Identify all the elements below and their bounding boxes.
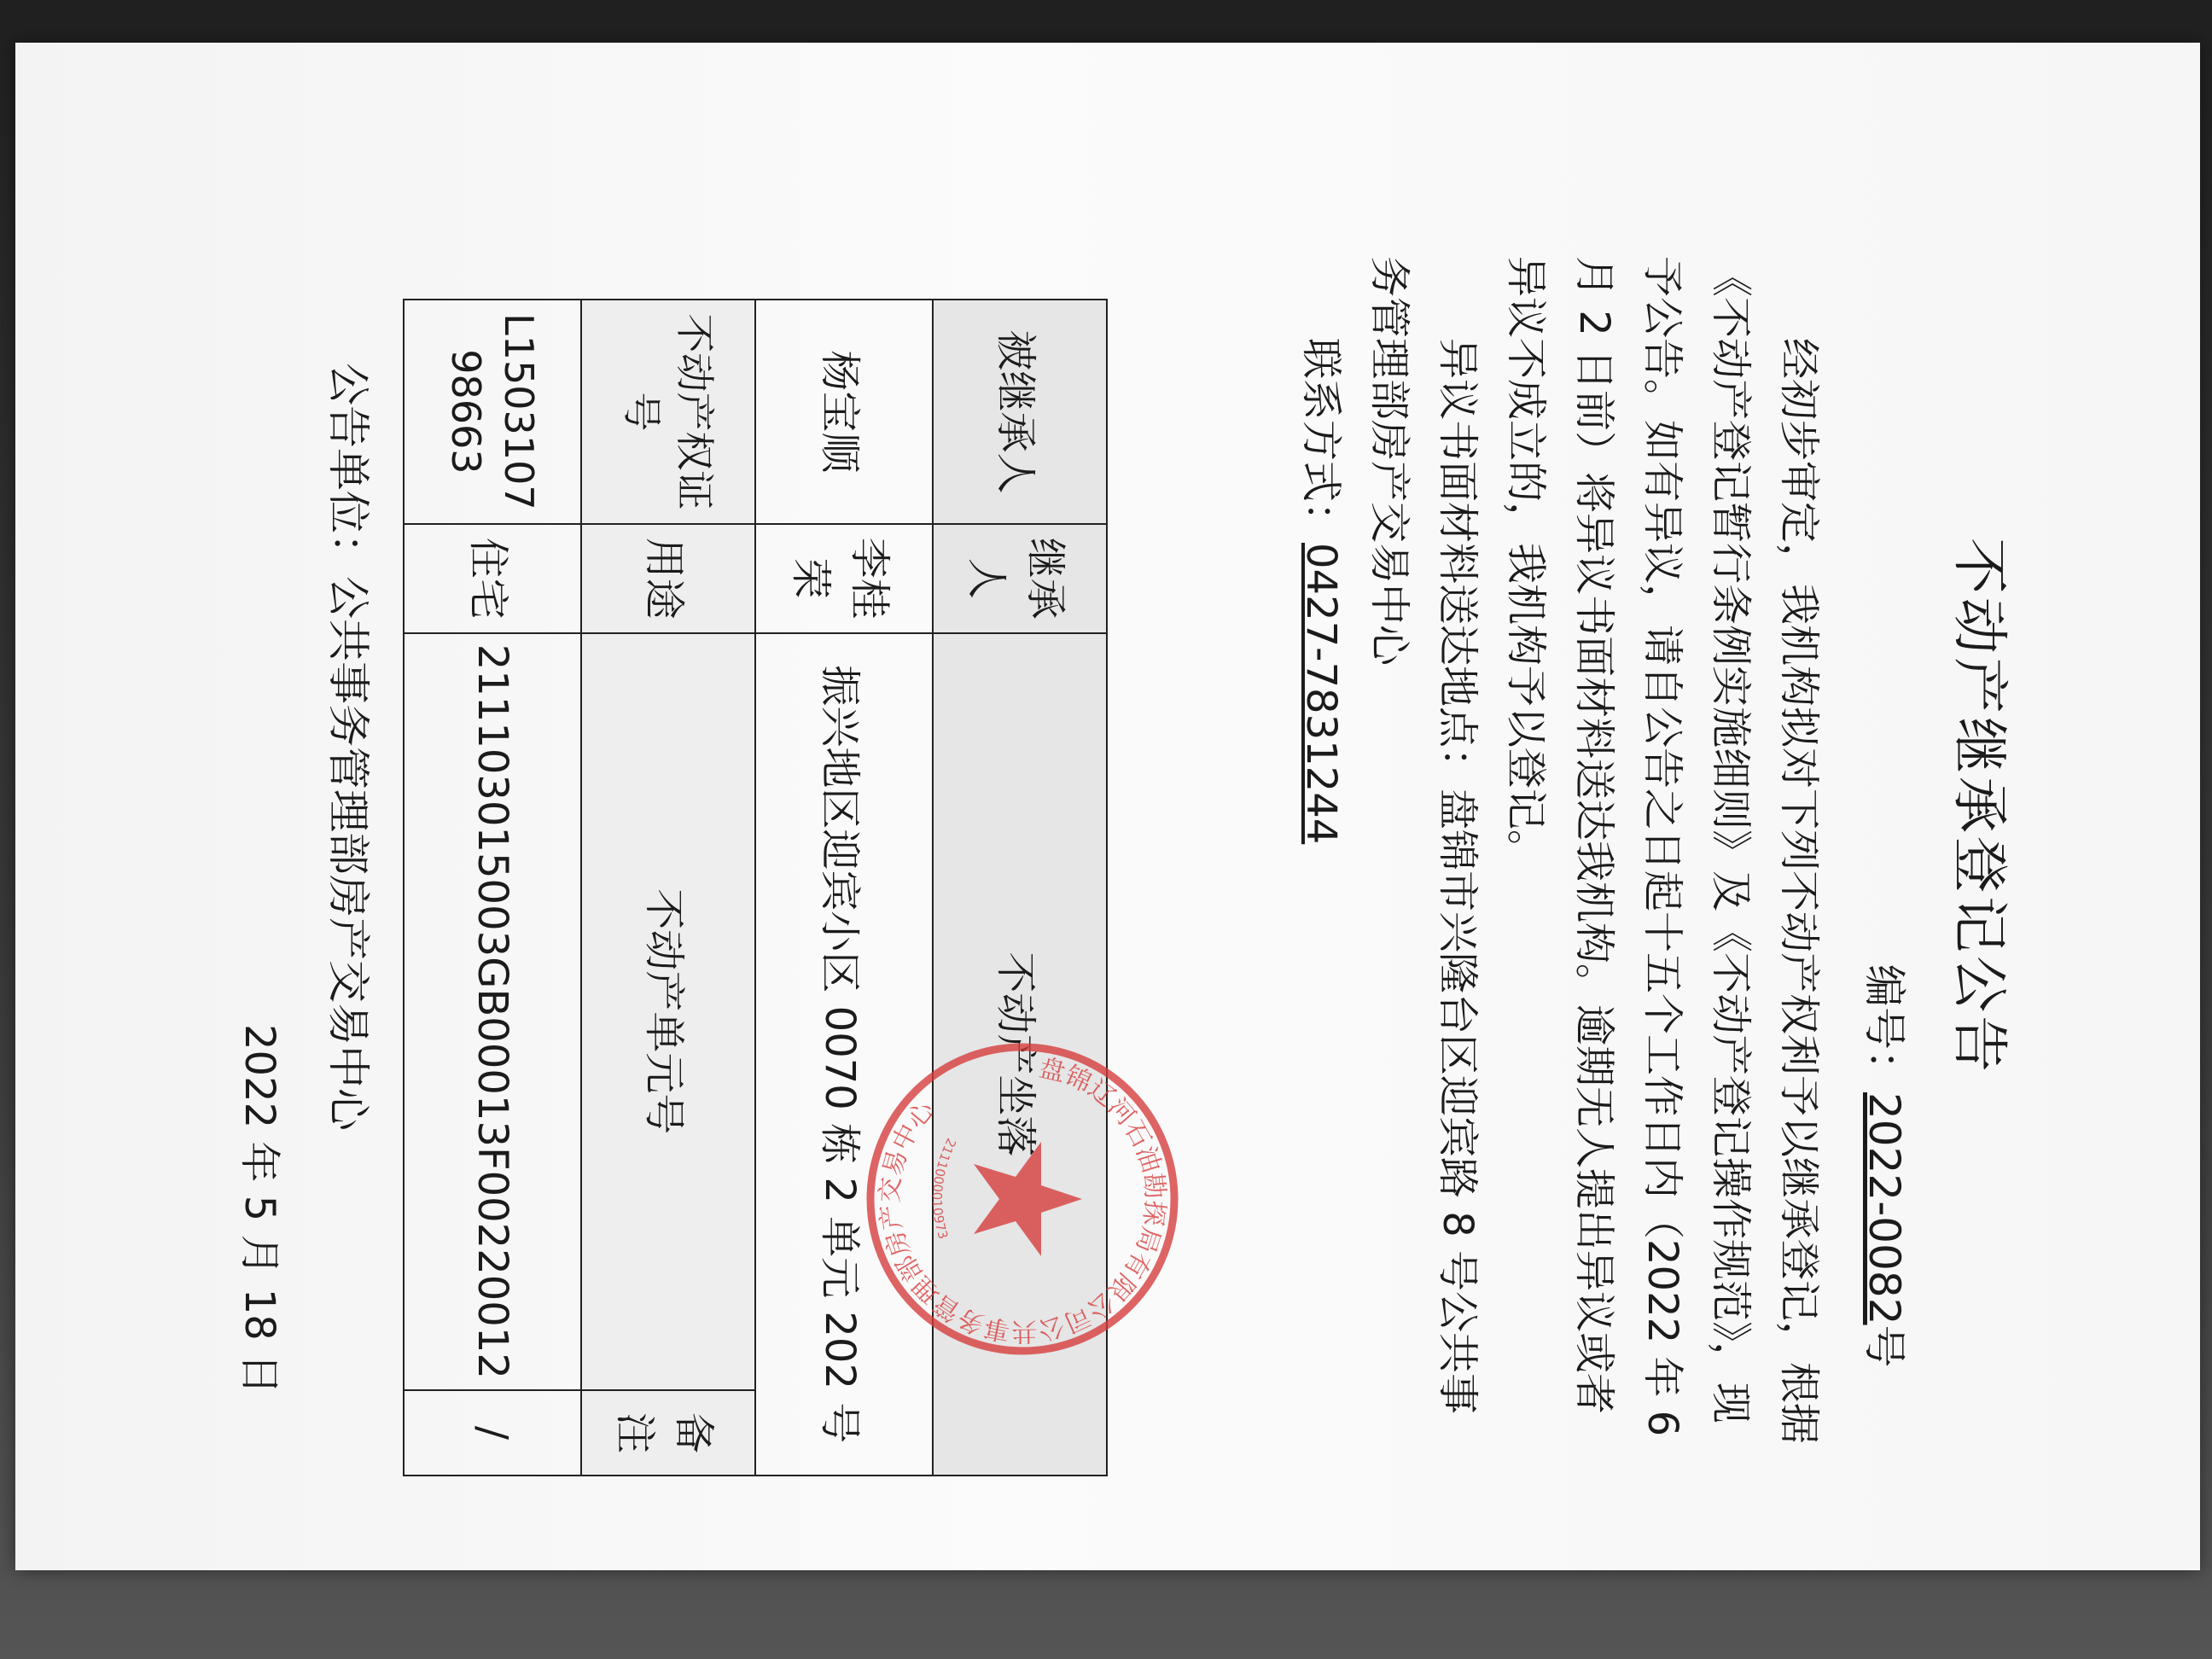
notice-paragraph-1: 经初步审定，我机构拟对下列不动产权利予以继承登记，根据《不动产登记暂行条例实施细则》及《不动产登记操作规范》，现予公告。如有异议，请自公告之日起十五个工作日内（2022 年 6 月 2 日前）将异议书面材料送达我机构。逾期无人提出异议或者异议不成立的，我机构予以登记。: [1502, 256, 1823, 1445]
header-location: 不动产坐落: [933, 633, 1107, 1476]
footer-date: 2022 年 5 月 18 日: [236, 1024, 283, 1395]
contact-label: 联系方式：: [1297, 338, 1345, 544]
notice-paragraph-2: 异议书面材料送达地点：盘锦市兴隆台区迎宾路 8 号公共事务管理部房产交易中心: [1365, 256, 1481, 1415]
header-heir: 继承人: [933, 524, 1107, 633]
official-seal-icon: [860, 1037, 1185, 1361]
cell-location: 振兴地区迎宾小区 0070 栋 2 单元 202 号: [755, 633, 933, 1476]
notice-body: [1287, 256, 1833, 1451]
cell-decedent: 杨宝顺: [755, 300, 933, 524]
footer-organization: 公告单位：公共事务管理部房产交易中心: [323, 363, 373, 1131]
paper-sheet: [15, 43, 2200, 1570]
table-header-row-2: [581, 300, 755, 1476]
header-use: 用途: [581, 524, 755, 633]
seal-ring-text: 盘锦辽河石油勘探局有限公司公共事务管理部房产交易中心: [875, 1053, 1170, 1347]
cell-use: 住宅: [404, 524, 581, 633]
table-row-2: [404, 300, 581, 1476]
cell-remark: /: [404, 1390, 581, 1476]
serial-label: 编号：: [1860, 964, 1909, 1092]
contact-line: [1287, 256, 1355, 1451]
header-cert: 不动产权证号: [581, 300, 755, 524]
cell-unit: 211103015003GB00013F00220012: [404, 633, 581, 1390]
serial-value: 2022-0082: [1860, 1092, 1909, 1325]
cell-cert: L1503107 98663: [404, 300, 581, 524]
page-title: 不动产继承登记公告: [1947, 538, 2012, 1075]
header-remark: 备注: [581, 1390, 755, 1476]
header-unit: 不动产单元号: [581, 633, 755, 1390]
header-decedent: 被继承人: [933, 300, 1107, 524]
serial-number: [1857, 964, 1918, 1368]
cell-heir: 李桂荣: [755, 524, 933, 633]
rotated-document: [15, 43, 2200, 1570]
serial-suffix: 号: [1860, 1324, 1909, 1368]
seal-number: 2111000010973: [928, 1135, 959, 1242]
contact-phone: 0427-7831244: [1297, 543, 1345, 845]
